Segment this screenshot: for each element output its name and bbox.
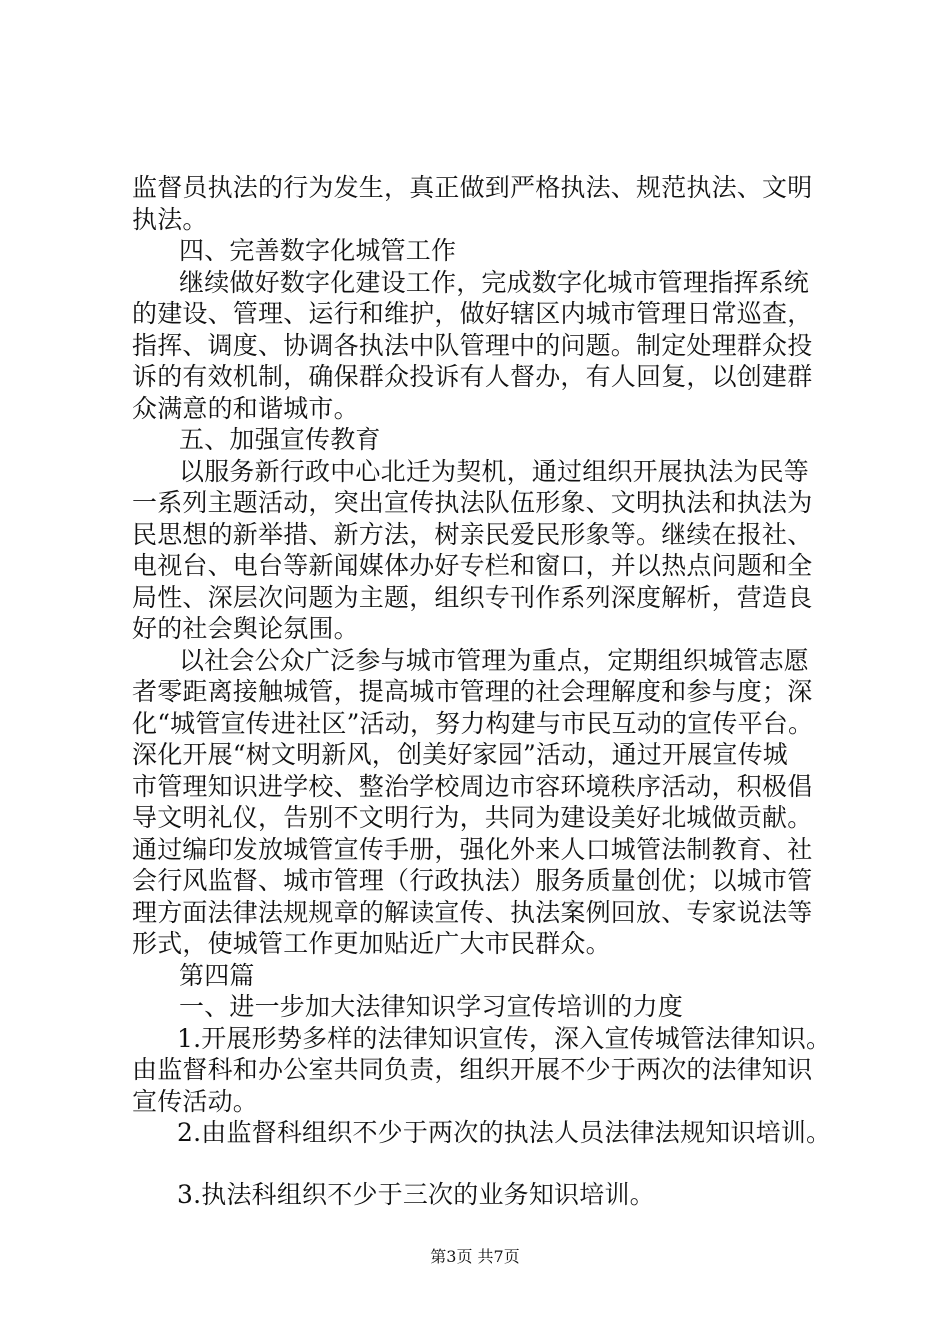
list-item: 2.由监督科组织不少于两次的执法人员法律法规知识培训。 (177, 1118, 832, 1147)
blank-line (132, 1149, 832, 1179)
paragraph-line: 宣传活动。 (132, 1086, 259, 1116)
paragraph-line: 以服务新行政中心北迁为契机，通过组织开展执法为民等 (179, 456, 810, 486)
paragraph-line: 监督员执法的行为发生，真正做到严格执法、规范执法、文明 (132, 173, 813, 202)
paragraph-line: 形式，使城管工作更加贴近广大市民群众。 (132, 929, 611, 958)
section-heading: 一、进一步加大法律知识学习宣传培训的力度 (179, 992, 684, 1021)
list-item: 1.开展形势多样的法律知识宣传，深入宣传城管法律知识。 (177, 1023, 832, 1053)
paragraph-line: 继续做好数字化建设工作，完成数字化城市管理指挥系统 (179, 267, 810, 297)
paragraph-line: 一系列主题活动，突出宣传执法队伍形象、文明执法和执法为 (132, 488, 813, 517)
paragraph-line: 市管理知识进学校、整治学校周边市容环境秩序活动，积极倡 (132, 771, 813, 801)
part-heading: 第四篇 (179, 960, 255, 990)
page-number-footer: 第3页 共7页 (430, 1247, 520, 1266)
paragraph-line: 诉的有效机制，确保群众投诉有人督办，有人回复，以创建群 (132, 362, 813, 391)
paragraph-line: 的建设、管理、运行和维护，做好辖区内城市管理日常巡查， (132, 299, 813, 328)
paragraph-line: 电视台、电台等新闻媒体办好专栏和窗口，并以热点问题和全 (132, 551, 813, 580)
section-heading: 五、加强宣传教育 (179, 425, 381, 454)
paragraph-line: 众满意的和谐城市。 (132, 393, 359, 423)
paragraph-line: 会行风监督、城市管理（行政执法）服务质量创优；以城市管 (132, 866, 813, 895)
paragraph-line: 化“城管宣传进社区”活动，努力构建与市民互动的宣传平台。 (132, 708, 814, 738)
paragraph-line: 者零距离接触城管，提高城市管理的社会理解度和参与度；深 (132, 677, 813, 706)
paragraph-line: 指挥、调度、协调各执法中队管理中的问题。制定处理群众投 (132, 330, 813, 360)
section-heading: 四、完善数字化城管工作 (179, 236, 457, 265)
paragraph-line: 由监督科和办公室共同负责，组织开展不少于两次的法律知识 (132, 1055, 813, 1084)
paragraph-line: 以社会公众广泛参与城市管理为重点，定期组织城管志愿 (179, 645, 810, 675)
list-item: 3.执法科组织不少于三次的业务知识培训。 (177, 1179, 655, 1209)
paragraph-line: 执法。 (132, 204, 208, 234)
paragraph-line: 导文明礼仪，告别不文明行为，共同为建设美好北城做贡献。 (132, 803, 813, 832)
paragraph-line: 好的社会舆论氛围。 (132, 614, 359, 643)
document-body (132, 172, 832, 1210)
paragraph-line: 局性、深层次问题为主题，组织专刊作系列深度解析，营造良 (132, 582, 813, 612)
paragraph-line: 理方面法律法规规章的解读宣传、执法案例回放、专家说法等 (132, 897, 813, 927)
paragraph-line: 通过编印发放城管宣传手册，强化外来人口城管法制教育、社 (132, 834, 813, 864)
paragraph-line: 深化开展“树文明新风，创美好家园”活动，通过开展宣传城 (132, 740, 788, 769)
paragraph-line: 民思想的新举措、新方法，树亲民爱民形象等。继续在报社、 (132, 519, 813, 549)
